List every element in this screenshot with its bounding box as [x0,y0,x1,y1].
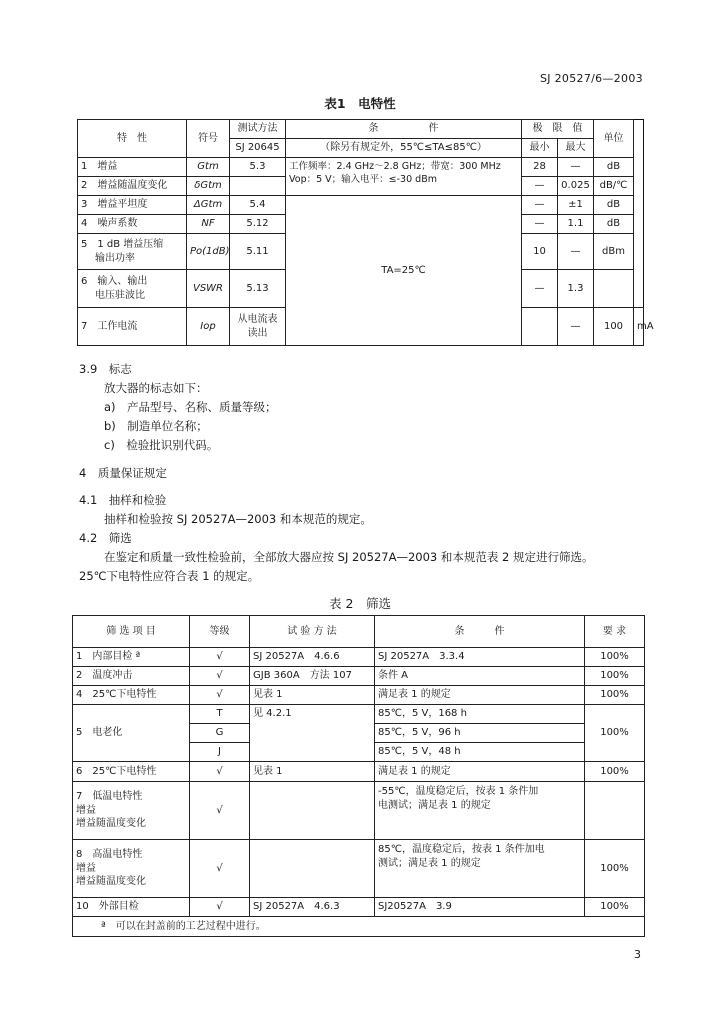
header-condition: 条 件 [375,616,585,648]
condition: 满足表 1 的规定 [375,762,585,782]
table2-title: 表 2 筛选 [329,596,391,611]
section-4-2-heading: 4.2 筛选 [79,531,132,545]
min-value: 10 [522,234,558,270]
characteristic-name: 输入、输出 [97,276,148,287]
header-condition-note: （除另有规定外，55℃≤TA≤85℃） [286,139,522,158]
header-screen-item: 筛 选 项 目 [73,616,190,648]
condition-blank [522,308,558,346]
table-row: 6 输入、输出 电压驻波比 VSWR 5.13 — 1.3 [78,270,644,308]
table-row: 1 内部目检 ª √ SJ 20527A 4.6.6 SJ 20527A 3.3.4 100% [73,648,645,667]
max-value: 100 [594,308,634,346]
test-method: SJ 20527A 4.6.3 [250,898,375,917]
marking-item-b: b) 制造单位名称； [104,419,208,433]
grade: √ [190,667,250,686]
header-condition: 条 件 [286,120,522,139]
characteristic-name: 噪声系数 [97,218,138,230]
condition: 85℃，5 V，96 h [375,724,585,743]
grade: √ [190,898,250,917]
test-method: 5.3 [230,158,286,177]
test-method: 5.11 [230,234,286,270]
symbol: Po(1dB) [187,234,230,270]
condition: SJ 20527A 3.3.4 [375,648,585,667]
screen-item-name: 25℃下电特性 [92,765,157,777]
header-grade: 等级 [190,616,250,648]
document-number: SJ 20527/6—2003 [540,72,643,85]
max-value: — [558,158,594,177]
characteristic-name: 1 dB 增益压缩 [97,239,164,250]
marking-item-c: c) 检验批识别代码。 [104,438,219,452]
min-value: — [522,215,558,234]
unit [594,270,634,308]
grade: √ [190,840,250,898]
test-method: 5.13 [230,270,286,308]
header-test-method: 测试方法 [230,120,286,139]
test-method [250,840,375,898]
section-4-heading: 4 质量保证规定 [79,466,167,480]
test-method [250,782,375,840]
table-row: 4 噪声系数 NF 5.12 — 1.1 dB [78,215,644,234]
table-row: 5 电老化 T 见 4.2.1 85℃，5 V，168 h 100% [73,705,645,724]
max-value: 1.3 [558,270,594,308]
table-row: 2 温度冲击 √ GJB 360A 方法 107 条件 A 100% [73,667,645,686]
unit: dB/℃ [594,177,634,196]
header-min: 最小 [522,139,558,158]
section-3-9-heading: 3.9 标志 [79,362,132,376]
requirement: 100% [585,840,645,898]
table-row: 1 增益 Gtm 5.3 工作频率：2.4 GHz～2.8 GHz；带宽：300 MHz Vop：5 V；输入电平：≤-30 dBm 28 — dB [78,158,644,177]
requirement: 100% [585,648,645,667]
header-test-method: 试 验 方 法 [250,616,375,648]
condition: -55℃，温度稳定后，按表 1 条件加 电测试；满足表 1 的规定 [375,782,585,840]
test-method [230,177,286,196]
min-value: — [522,177,558,196]
table-row: 10 外部目检 √ SJ 20527A 4.6.3 SJ20527A 3.9 100% [73,898,645,917]
max-value: 1.1 [558,215,594,234]
max-value: — [558,234,594,270]
condition: SJ20527A 3.9 [375,898,585,917]
min-value: — [522,196,558,215]
characteristic-name: 工作电流 [97,320,138,332]
symbol: Gtm [187,158,230,177]
condition: 85℃，5 V，168 h [375,705,585,724]
unit: dB [594,158,634,177]
condition: 满足表 1 的规定 [375,686,585,705]
test-method: 见表 1 [250,762,375,782]
screen-item-name: 25℃下电特性 [92,689,157,701]
test-method: 5.12 [230,215,286,234]
characteristic-name: 增益平坦度 [97,199,148,211]
header-characteristic: 特 性 [78,120,187,158]
screen-item-name: 7 低温电特性 增益 增益随温度变化 [73,782,190,840]
table-row [73,782,645,840]
header-max: 最大 [558,139,594,158]
section-4-1-heading: 4.1 抽样和检验 [79,493,167,507]
table-row: 5 1 dB 增益压缩 输出功率 Po(1dB) 5.11 10 — dBm [78,234,644,270]
grade: √ [190,782,250,840]
condition-ambient: TA=25℃ [286,196,522,346]
electrical-characteristics-table [77,119,654,346]
unit: dB [594,215,634,234]
test-method: 见 4.2.1 [250,705,375,762]
table-row: 3 增益平坦度 ΔGtm 5.4 TA=25℃ — ±1 dB [78,196,644,215]
table-row [73,840,645,898]
unit: dB [594,196,634,215]
grade: G [190,724,250,743]
screen-item-name: 温度冲击 [92,670,133,682]
marking-intro: 放大器的标志如下： [104,381,208,395]
test-method: GJB 360A 方法 107 [250,667,375,686]
min-value: — [558,308,594,346]
section-4-2-text-line1: 在鉴定和质量一致性检验前，全部放大器应按 SJ 20527A—2003 和本规范表 2 规定进行筛选。 [104,550,594,564]
screen-item-name: 电老化 [92,727,123,739]
requirement: 100% [585,762,645,782]
marking-item-a: a) 产品型号、名称、质量等级； [104,400,277,414]
condition: 85℃，温度稳定后，按表 1 条件加电 测试；满足表 1 的规定 [375,840,585,898]
header-unit: 单位 [594,120,634,158]
section-4-1-text: 抽样和检验按 SJ 20527A—2003 和本规范的规定。 [104,512,372,526]
grade: √ [190,686,250,705]
page-number: 3 [634,948,641,961]
grade: √ [190,648,250,667]
requirement: 100% [585,705,645,762]
table-row: 2 增益随温度变化 δGtm — 0.025 dB/℃ [78,177,644,196]
characteristic-name: 增益 [97,161,118,173]
symbol: Iop [187,308,230,346]
table1-title: 表1 电特性 [324,96,396,111]
grade: T [190,705,250,724]
table2-footnote: ª 可以在封盖前的工艺过程中进行。 [73,917,645,937]
condition: 85℃，5 V，48 h [375,743,585,762]
table-row: 6 25℃下电特性 √ 见表 1 满足表 1 的规定 100% [73,762,645,782]
requirement: 100% [585,667,645,686]
max-value: ±1 [558,196,594,215]
screen-item-name: 8 高温电特性 增益 增益随温度变化 [73,840,190,898]
screening-table [72,615,645,937]
symbol: ΔGtm [187,196,230,215]
requirement: 100% [585,686,645,705]
min-value: — [522,270,558,308]
test-method: SJ 20527A 4.6.6 [250,648,375,667]
screen-item-name: 内部目检 ª [92,651,141,663]
unit: mA [634,308,644,346]
test-method: 见表 1 [250,686,375,705]
min-value: 28 [522,158,558,177]
symbol: NF [187,215,230,234]
characteristic-name: 增益随温度变化 [97,180,168,192]
requirement: 100% [585,898,645,917]
grade: J [190,743,250,762]
symbol: VSWR [187,270,230,308]
condition: 条件 A [375,667,585,686]
requirement [585,782,645,840]
max-value: 0.025 [558,177,594,196]
header-test-standard: SJ 20645 [230,139,286,158]
unit: dBm [594,234,634,270]
grade: √ [190,762,250,782]
header-limits: 极 限 值 [522,120,594,139]
test-method: 从电流表 读出 [230,308,286,346]
screen-item-name: 外部目检 [98,901,139,913]
test-method: 5.4 [230,196,286,215]
condition-general: 工作频率：2.4 GHz～2.8 GHz；带宽：300 MHz Vop：5 V；输入电平：≤-30 dBm [286,158,522,196]
symbol: δGtm [187,177,230,196]
section-4-2-text-line2: 25℃下电特性应符合表 1 的规定。 [79,569,260,583]
header-symbol: 符号 [187,120,230,158]
table-row: 4 25℃下电特性 √ 见表 1 满足表 1 的规定 100% [73,686,645,705]
table-row: 7 工作电流 Iop 从电流表 读出 — 100 mA [78,308,644,346]
header-requirement: 要 求 [585,616,645,648]
